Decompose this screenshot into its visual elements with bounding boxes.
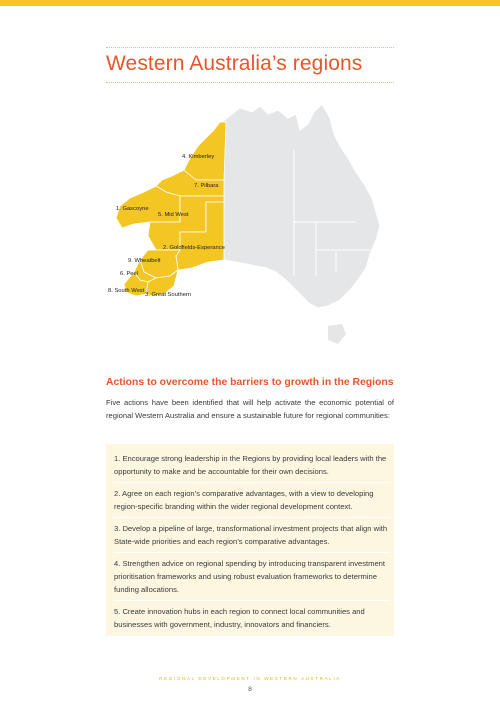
title-rule-bottom: [106, 82, 394, 83]
action-item-5: 5. Create innovation hubs in each region to connect local communities and businesses with government, industry, innovators and financiers.: [114, 607, 365, 630]
label-wheatbelt: 9. Wheatbelt: [128, 258, 161, 264]
western-australia-map: [100, 100, 400, 370]
intro-paragraph: Five actions have been identified that will help activate the economic potential of regional Western Australia and ensure a sustainable future for regional communities:: [106, 398, 394, 421]
action-divider: [114, 600, 390, 601]
title-rule-top: [106, 47, 394, 48]
label-peel: 6. Peel: [120, 271, 139, 277]
action-item-2: 2. Agree on each region’s comparative advantages, with a view to developing region-specific branding within the wider regional development context.: [114, 489, 374, 512]
label-south-west: 8. South West: [108, 288, 145, 294]
section-heading: Actions to overcome the barriers to growth in the Regions: [106, 377, 394, 388]
action-item-1: 1. Encourage strong leadership in the Regions by providing local leaders with the opportunity to make and be accountable for their own decisions.: [114, 454, 387, 477]
label-goldfields-esperance: 2. Goldfields-Esperance: [163, 245, 225, 251]
region-kimberley: [184, 122, 226, 180]
action-divider: [114, 482, 390, 483]
tasmania-shape: [328, 324, 346, 344]
label-kimberley: 4. Kimberley: [182, 154, 215, 160]
page-footer: REGIONAL DEVELOPMENT IN WESTERN AUSTRALIA: [159, 676, 341, 681]
label-gascoyne: 1. Gascoyne: [116, 206, 149, 212]
action-divider: [114, 517, 390, 518]
action-divider: [114, 552, 390, 553]
page-title: Western Australia’s regions: [106, 52, 363, 75]
label-mid-west: 5. Mid West: [158, 212, 189, 218]
action-item-3: 3. Develop a pipeline of large, transformational investment projects that align with State-wide priorities and each region’s comparative advantages.: [114, 524, 388, 547]
australia-outline: [222, 104, 380, 308]
page-number: 8: [248, 686, 252, 693]
top-accent-bar: [0, 0, 500, 6]
label-great-southern: 3. Great Southern: [145, 292, 192, 298]
label-pilbara: 7. Pilbara: [194, 183, 219, 189]
action-item-4: 4. Strengthen advice on regional spending by introducing transparent investment prioritisation frameworks and using robust evaluation frameworks to determine funding allocations.: [114, 559, 386, 595]
actions-list: [106, 444, 394, 636]
